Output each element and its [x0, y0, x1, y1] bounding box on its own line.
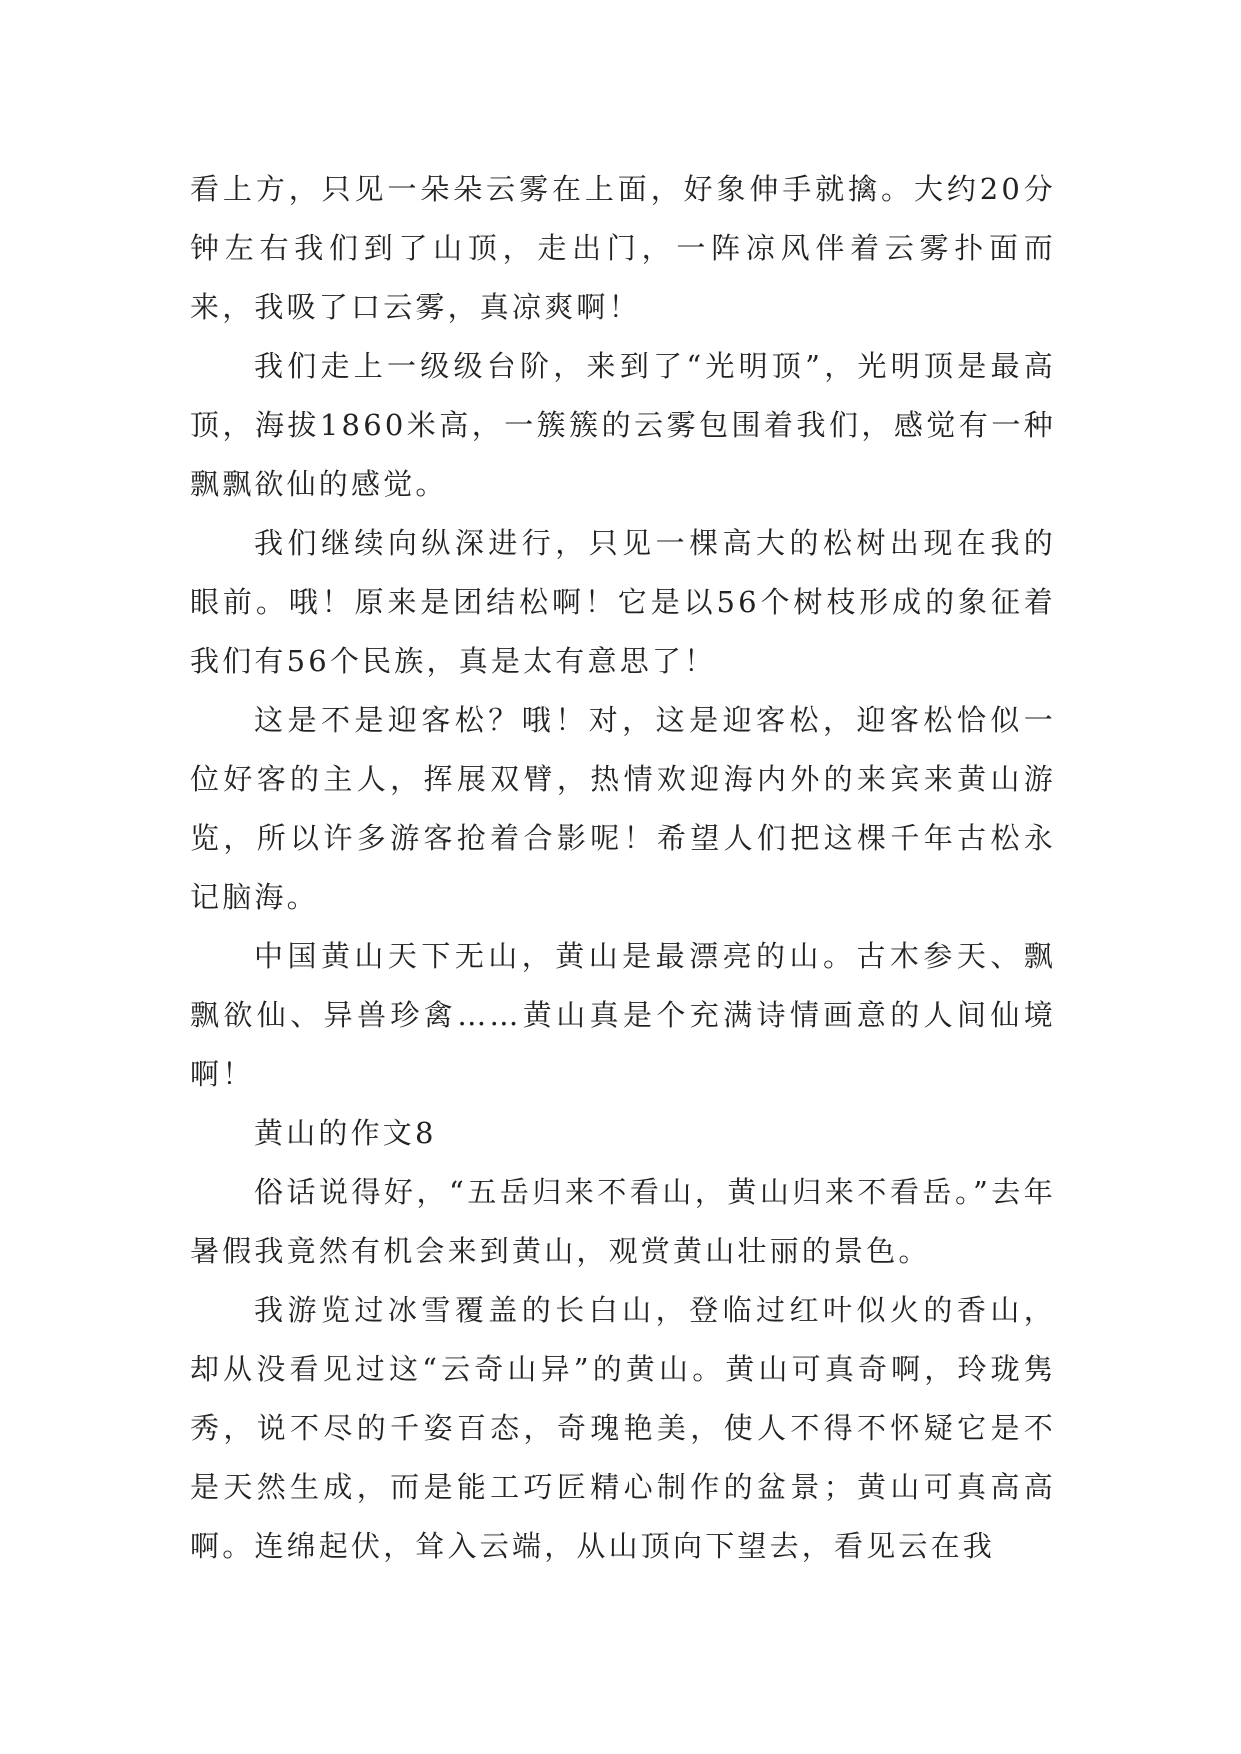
paragraph-proverb: 俗话说得好，“五岳归来不看山，黄山归来不看岳。”去年暑假我竟然有机会来到黄山，观赏黄山壮丽的景色。	[190, 1175, 1056, 1268]
document-body	[190, 160, 1056, 1576]
paragraph-guangmingding: 我们走上一级级台阶，来到了“光明顶”，光明顶是最高顶，海拔1860米高，一簇簇的云雾包围着我们，感觉有一种飘飘欲仙的感觉。	[190, 349, 1056, 501]
paragraph-yingkesong: 这是不是迎客松？哦！对，这是迎客松，迎客松恰似一位好客的主人，挥展双臂，热情欢迎海内外的来宾来黄山游览，所以许多游客抢着合影呢！希望人们把这棵千年古松永记脑海。	[190, 703, 1056, 914]
paragraph-description: 我游览过冰雪覆盖的长白山，登临过红叶似火的香山，却从没看见过这“云奇山异”的黄山。黄山可真奇啊，玲珑隽秀，说不尽的千姿百态，奇瑰艳美，使人不得不怀疑它是不是天然生成，而是能工巧匠精心制作的盆景；黄山可真高高啊。连绵起伏，耸入云端，从山顶向下望去，看见云在我	[190, 1293, 1056, 1563]
essay-heading: 黄山的作文8	[254, 1116, 437, 1150]
paragraph-conclusion: 中国黄山天下无山，黄山是最漂亮的山。古木参天、飘飘欲仙、异兽珍禽……黄山真是个充满诗情画意的人间仙境啊！	[190, 939, 1056, 1091]
paragraph-tuanjiesong: 我们继续向纵深进行，只见一棵高大的松树出现在我的眼前。哦！原来是团结松啊！它是以56个树枝形成的象征着我们有56个民族，真是太有意思了！	[190, 526, 1056, 678]
paragraph-continuation: 看上方，只见一朵朵云雾在上面，好象伸手就擒。大约20分钟左右我们到了山顶，走出门，一阵凉风伴着云雾扑面而来，我吸了口云雾，真凉爽啊！	[190, 172, 1056, 324]
